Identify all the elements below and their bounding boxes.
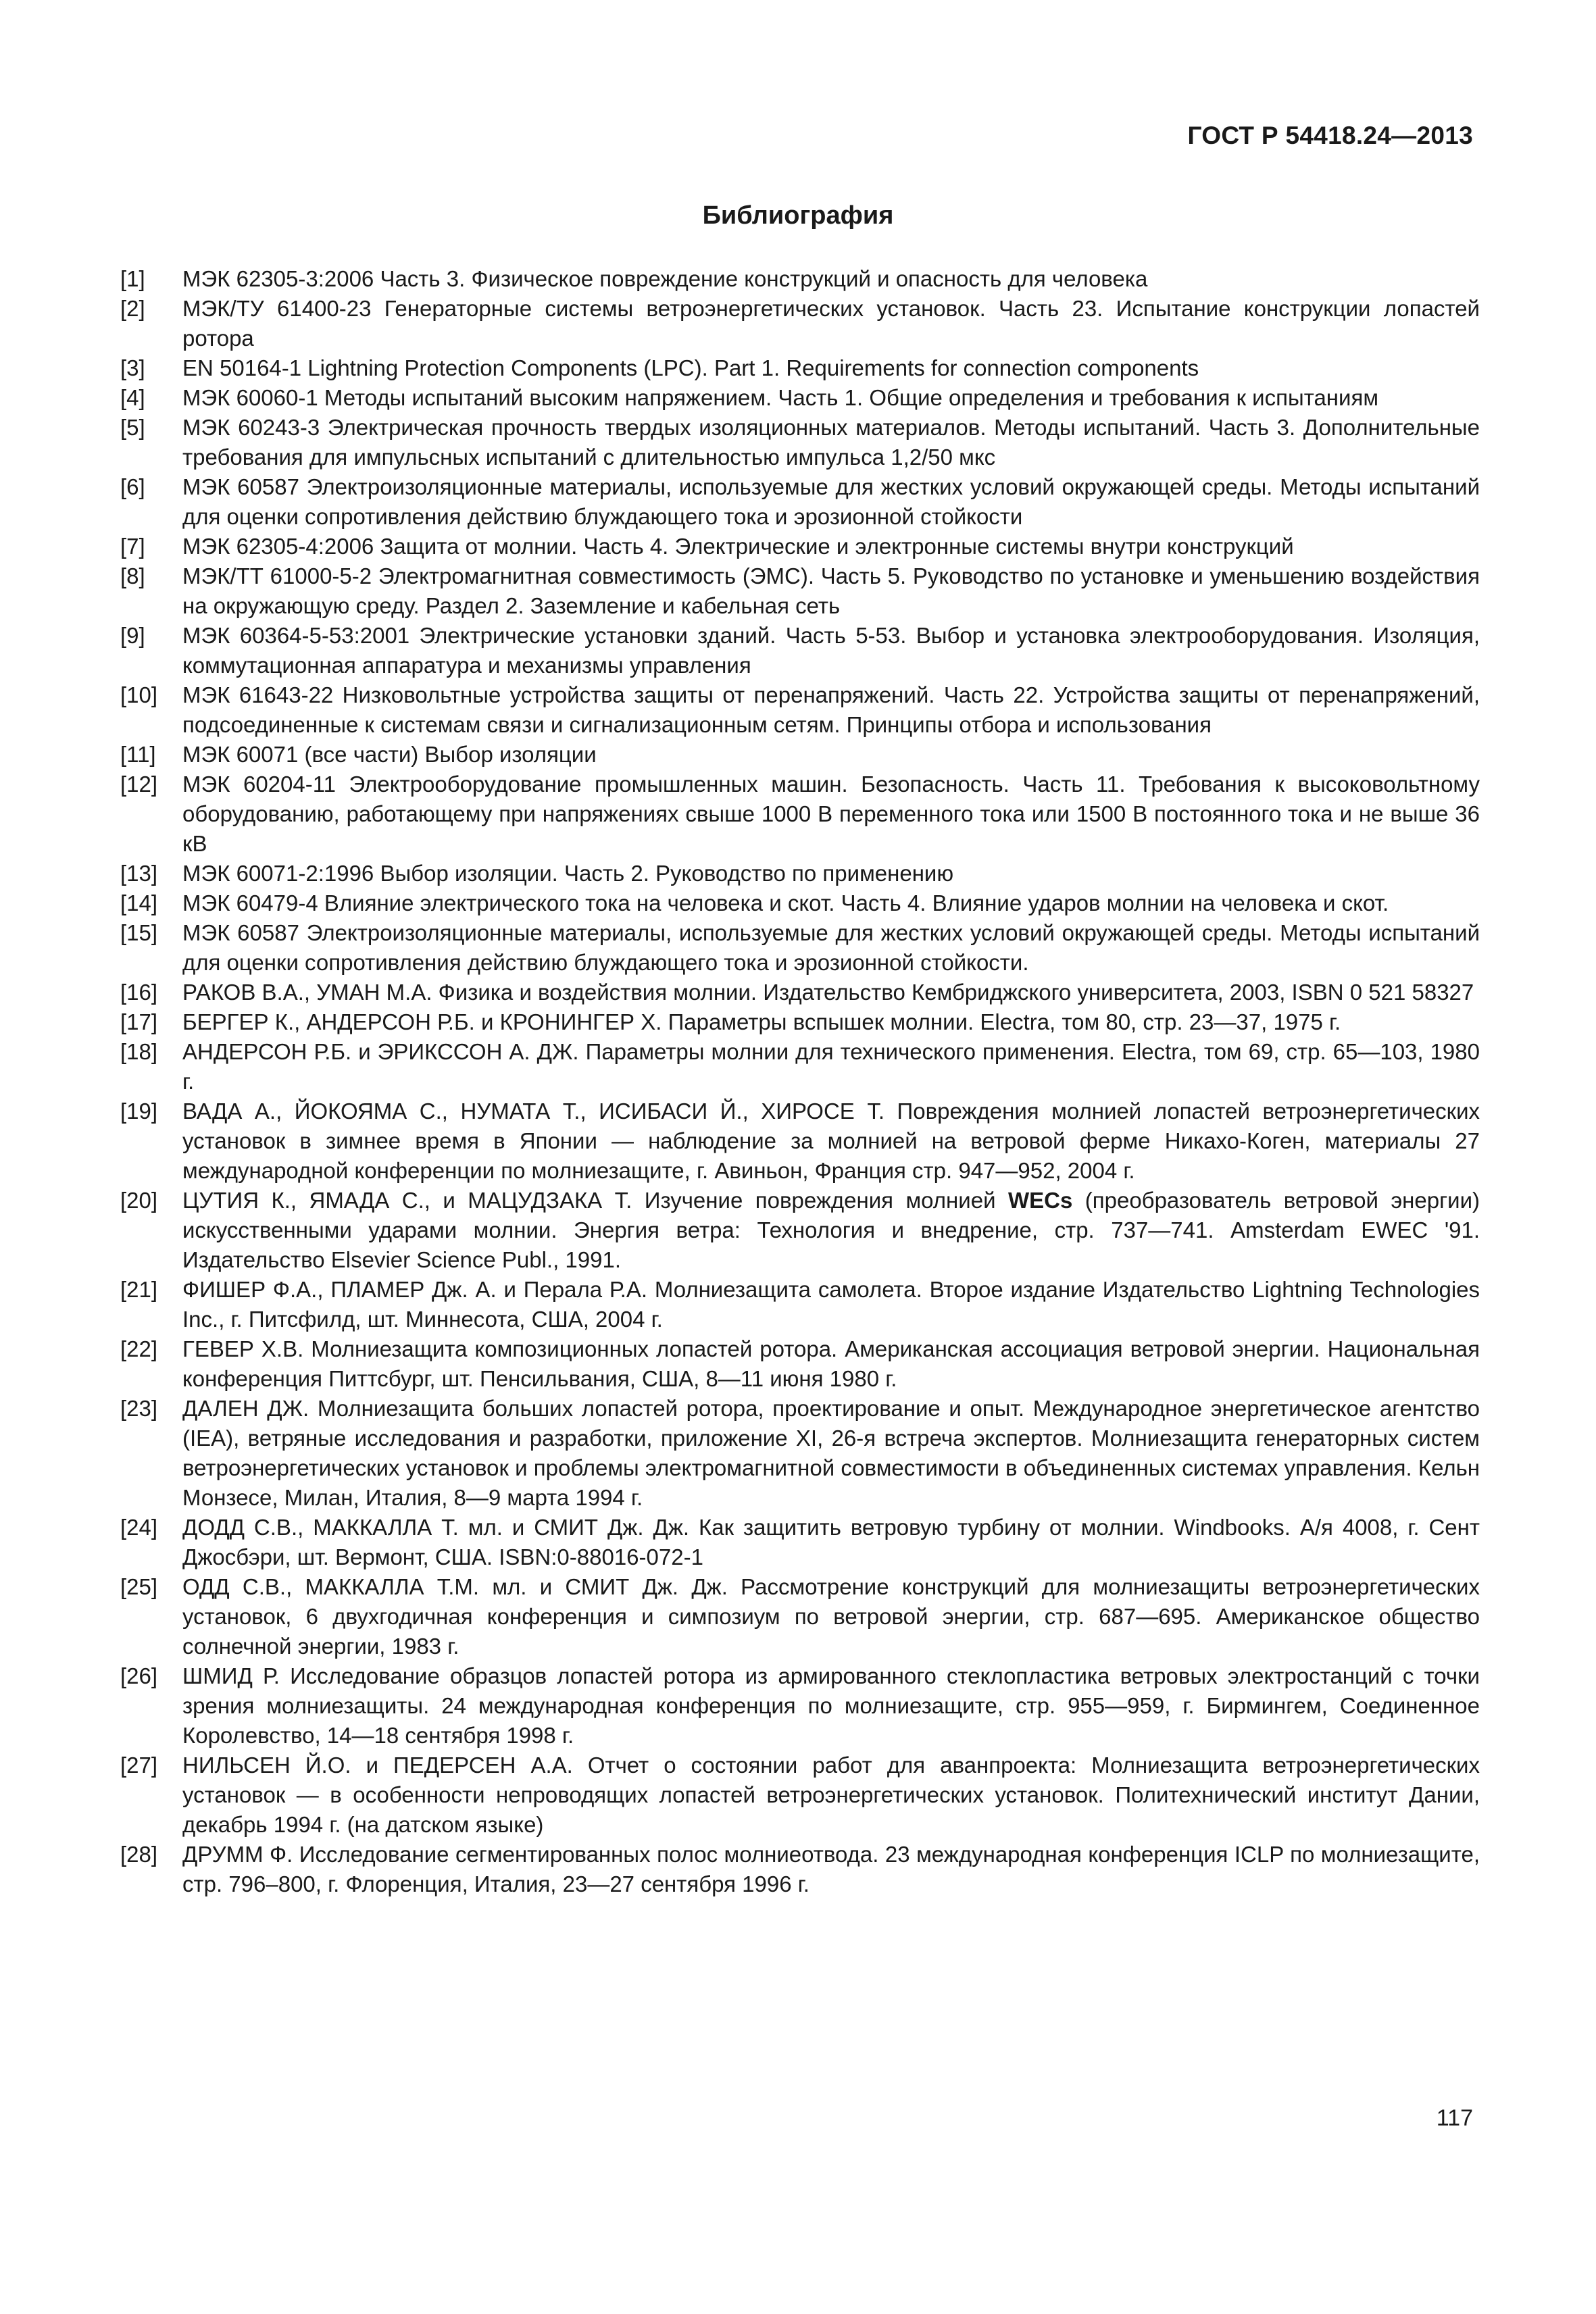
reference-text: НИЛЬСЕН Й.О. и ПЕДЕРСЕН А.А. Отчет о состоянии работ для аванпроекта: Молниезащита ветроэнергетических установок — в особенности непроводящих лопастей ветроэнергетических установок. Политехнический институт Дании, декабрь 1994 г. (на датском языке) bbox=[182, 1753, 1480, 1837]
reference-number: [8] bbox=[120, 563, 145, 588]
reference-text: МЭК 60364-5-53:2001 Электрические установки зданий. Часть 5-53. Выбор и установка электрооборудования. Изоляция, коммутационная аппаратура и механизмы управления bbox=[182, 623, 1480, 678]
reference-item-10 bbox=[120, 680, 1480, 740]
reference-number: [18] bbox=[120, 1039, 158, 1064]
reference-item-12 bbox=[120, 770, 1480, 859]
reference-number: [3] bbox=[120, 355, 145, 380]
reference-number: [22] bbox=[120, 1336, 158, 1361]
reference-item-28 bbox=[120, 1840, 1480, 1899]
reference-number: [26] bbox=[120, 1663, 158, 1688]
page-title: Библиография bbox=[702, 201, 894, 230]
reference-item-6 bbox=[120, 472, 1480, 532]
reference-number: [5] bbox=[120, 415, 145, 440]
reference-item-24 bbox=[120, 1513, 1480, 1572]
reference-item-16 bbox=[120, 978, 1480, 1007]
page-number: 117 bbox=[1436, 2105, 1473, 2131]
reference-item-5 bbox=[120, 413, 1480, 472]
reference-number: [24] bbox=[120, 1515, 158, 1540]
reference-item-3 bbox=[120, 353, 1480, 383]
reference-text: МЭК 60587 Электроизоляционные материалы, используемые для жестких условий окружающей среды. Методы испытаний для оценки сопротивления действию блуждающего тока и эрозионной стойкости. bbox=[182, 920, 1480, 975]
reference-number: [12] bbox=[120, 772, 158, 797]
reference-text: ОДД С.В., МАККАЛЛА Т.М. мл. и СМИТ Дж. Дж. Рассмотрение конструкций для молниезащиты ветроэнергетических установок, 6 двухгодичная конференция и симпозиум по ветровой энергии, стр. 687—695. Американское общество солнечной энергии, 1983 г. bbox=[182, 1574, 1480, 1659]
reference-item-14 bbox=[120, 888, 1480, 918]
reference-text: ГЕВЕР Х.В. Молниезащита композиционных лопастей ротора. Американская ассоциация ветровой энергии. Национальная конференция Питтсбург, шт. Пенсильвания, США, 8—11 июня 1980 г. bbox=[182, 1336, 1480, 1391]
reference-item-15 bbox=[120, 918, 1480, 978]
reference-number: [11] bbox=[120, 742, 156, 767]
reference-item-4 bbox=[120, 383, 1480, 413]
reference-text: ДАЛЕН ДЖ. Молниезащита больших лопастей ротора, проектирование и опыт. Международное энергетическое агентство (IEA), ветряные исследования и разработки, приложение XI, 26-я встреча экспертов. Молниезащита генераторных систем ветроэнергетических установок и проблемы электромагнитной совместимости в объединенных системах управления. Кельн Монзесе, Милан, Италия, 8—9 марта 1994 г. bbox=[182, 1396, 1480, 1510]
reference-text: МЭК 62305-4:2006 Защита от молнии. Часть 4. Электрические и электронные системы внутри конструкций bbox=[182, 534, 1294, 559]
reference-item-23 bbox=[120, 1394, 1480, 1513]
reference-text: МЭК 60204-11 Электрооборудование промышленных машин. Безопасность. Часть 11. Требования к высоковольтному оборудованию, работающему при напряжениях свыше 1000 В переменного тока или 1500 В постоянного тока и не выше 36 кВ bbox=[182, 772, 1480, 856]
reference-number: [27] bbox=[120, 1753, 158, 1778]
reference-number: [14] bbox=[120, 890, 158, 915]
reference-number: [23] bbox=[120, 1396, 158, 1421]
reference-number: [6] bbox=[120, 474, 145, 499]
reference-number: [20] bbox=[120, 1188, 158, 1213]
document-number-header: ГОСТ Р 54418.24—2013 bbox=[1187, 122, 1473, 149]
reference-item-26 bbox=[120, 1661, 1480, 1751]
reference-number: [28] bbox=[120, 1842, 158, 1867]
reference-text: МЭК/ТТ 61000-5-2 Электромагнитная совместимость (ЭМС). Часть 5. Руководство по установке и уменьшению воздействия на окружающую среду. Раздел 2. Заземление и кабельная сеть bbox=[182, 563, 1480, 618]
reference-number: [25] bbox=[120, 1574, 158, 1599]
reference-text: МЭК 62305-3:2006 Часть 3. Физическое повреждение конструкций и опасность для человека bbox=[182, 266, 1148, 291]
reference-text: ФИШЕР Ф.А., ПЛАМЕР Дж. А. и Перала Р.А. Молниезащита самолета. Второе издание Издательство Lightning Technologies Inc., г. Питсфилд, шт. Миннесота, США, 2004 г. bbox=[182, 1277, 1480, 1332]
reference-number: [13] bbox=[120, 861, 158, 886]
reference-text: ШМИД Р. Исследование образцов лопастей ротора из армированного стеклопластика ветровых электростанций с точки зрения молниезащиты. 24 международная конференция по молниезащите, стр. 955—959, г. Бирмингем, Соединенное Королевство, 14—18 сентября 1998 г. bbox=[182, 1663, 1480, 1748]
reference-number: [19] bbox=[120, 1099, 158, 1124]
reference-item-9 bbox=[120, 621, 1480, 680]
reference-number: [4] bbox=[120, 385, 145, 410]
reference-item-25 bbox=[120, 1572, 1480, 1661]
reference-text: ДОДД С.В., МАККАЛЛА Т. мл. и СМИТ Дж. Дж. Как защитить ветровую турбину от молнии. Windbooks. А/я 4008, г. Сент Джосбэри, шт. Вермонт, США. ISBN:0-88016-072-1 bbox=[182, 1515, 1480, 1569]
reference-item-20 bbox=[120, 1186, 1480, 1275]
reference-number: [9] bbox=[120, 623, 145, 648]
reference-item-17 bbox=[120, 1007, 1480, 1037]
reference-item-22 bbox=[120, 1334, 1480, 1394]
reference-text: ВАДА А., ЙОКОЯМА С., НУМАТА Т., ИСИБАСИ Й., ХИРОСЕ Т. Повреждения молнией лопастей ветроэнергетических установок в зимнее время в Японии — наблюдение за молнией на ветровой ферме Никахо-Коген, материалы 27 международной конференции по молниезащите, г. Авиньон, Франция стр. 947—952, 2004 г. bbox=[182, 1099, 1480, 1183]
reference-text: МЭК 60060-1 Методы испытаний высоким напряжением. Часть 1. Общие определения и требования к испытаниям bbox=[182, 385, 1379, 410]
reference-text-before: ЦУТИЯ К., ЯМАДА С., и МАЦУДЗАКА Т. Изучение повреждения молнией bbox=[182, 1188, 1008, 1213]
reference-text: МЭК 60071-2:1996 Выбор изоляции. Часть 2. Руководство по применению bbox=[182, 861, 954, 886]
reference-text: РАКОВ В.А., УМАН М.А. Физика и воздействия молнии. Издательство Кембриджского университета, 2003, ISBN 0 521 58327 bbox=[182, 980, 1474, 1005]
bibliography-list bbox=[120, 264, 1480, 1899]
reference-number: [7] bbox=[120, 534, 145, 559]
reference-text: EN 50164-1 Lightning Protection Components (LPC). Part 1. Requirements for connection components bbox=[182, 355, 1199, 380]
reference-item-11 bbox=[120, 740, 1480, 770]
reference-text: МЭК 61643-22 Низковольтные устройства защиты от перенапряжений. Часть 22. Устройства защиты от перенапряжений, подсоединенные к системам связи и сигнализационным сетям. Принципы отбора и использования bbox=[182, 682, 1480, 737]
reference-text-bold: WECs bbox=[1007, 1188, 1073, 1213]
reference-text: АНДЕРСОН Р.Б. и ЭРИКССОН А. ДЖ. Параметры молнии для технического применения. Electra, том 69, стр. 65—103, 1980 г. bbox=[182, 1039, 1480, 1094]
reference-number: [10] bbox=[120, 682, 158, 707]
reference-item-13 bbox=[120, 859, 1480, 888]
reference-text bbox=[182, 1186, 1480, 1275]
reference-item-27 bbox=[120, 1751, 1480, 1840]
reference-text: МЭК 60071 (все части) Выбор изоляции bbox=[182, 742, 597, 767]
reference-number: [16] bbox=[120, 980, 158, 1005]
reference-text: ДРУММ Ф. Исследование сегментированных полос молниеотвода. 23 международная конференция ICLP по молниезащите, стр. 796–800, г. Флоренция, Италия, 23—27 сентября 1996 г. bbox=[182, 1842, 1480, 1896]
reference-item-21 bbox=[120, 1275, 1480, 1334]
reference-text: МЭК 60243-3 Электрическая прочность твердых изоляционных материалов. Методы испытаний. Часть 3. Дополнительные требования для импульсных испытаний с длительностью импульса 1,2/50 мкс bbox=[182, 415, 1480, 470]
reference-text: БЕРГЕР К., АНДЕРСОН Р.Б. и КРОНИНГЕР Х. Параметры вспышек молнии. Electra, том 80, стр. 23—37, 1975 г. bbox=[182, 1009, 1341, 1034]
reference-item-19 bbox=[120, 1097, 1480, 1186]
reference-item-7 bbox=[120, 532, 1480, 561]
reference-item-1 bbox=[120, 264, 1480, 294]
reference-number: [17] bbox=[120, 1009, 158, 1034]
reference-text-after: (преобразователь ветровой энергии) искусственными ударами молнии. Энергия ветра: Технология и внедрение, стр. 737—741. Amsterdam EWEC '91. Издательство Elsevier Science Publ., 1991. bbox=[182, 1188, 1480, 1272]
reference-number: [15] bbox=[120, 920, 158, 945]
reference-item-8 bbox=[120, 561, 1480, 621]
reference-number: [1] bbox=[120, 266, 145, 291]
reference-item-2 bbox=[120, 294, 1480, 353]
reference-number: [21] bbox=[120, 1277, 158, 1302]
reference-item-18 bbox=[120, 1037, 1480, 1097]
reference-text: МЭК/ТУ 61400-23 Генераторные системы ветроэнергетических установок. Часть 23. Испытание конструкции лопастей ротора bbox=[182, 296, 1480, 351]
reference-number: [2] bbox=[120, 296, 145, 321]
reference-text: МЭК 60587 Электроизоляционные материалы, используемые для жестких условий окружающей среды. Методы испытаний для оценки сопротивления действию блуждающего тока и эрозионной стойкости bbox=[182, 474, 1480, 529]
reference-text: МЭК 60479-4 Влияние электрического тока на человека и скот. Часть 4. Влияние ударов молнии на человека и скот. bbox=[182, 890, 1389, 915]
